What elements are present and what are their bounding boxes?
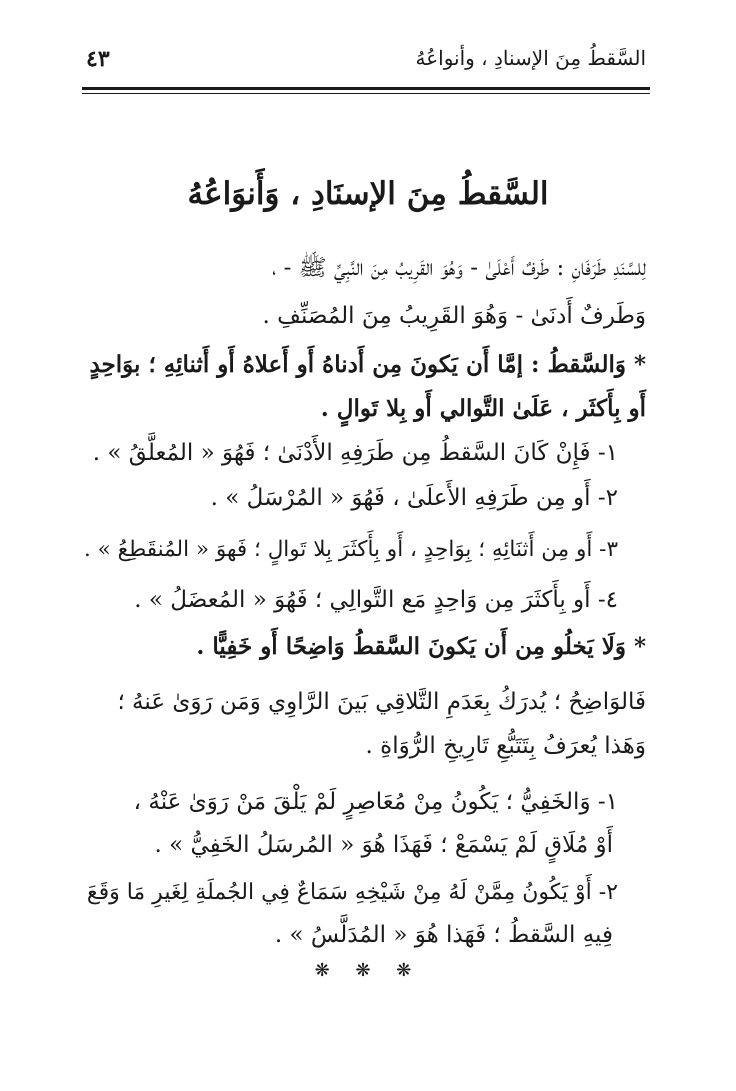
bullet-paragraph-line: * وَالسَّقطُ : إمَّا أَن يَكونَ مِن أَدناهُ أَو أَعلاهُ أَو أَثنائِهِ ؛ بوَاحِدٍ <box>89 351 646 378</box>
numbered-item: ١- فَإِنْ كَانَ السَّقطُ مِن طَرَفِهِ الأَدْنَىٰ ؛ فَهُوَ « المُعلَّقُ » . <box>92 440 618 466</box>
running-header-title: السَّقطُ مِنَ الإسنادِ ، وأنواعُهُ <box>415 46 646 70</box>
bullet-paragraph-line: * وَلَا يَخلُو مِن أَن يَكونَ السَّقطُ وَاضِحًا أَو خَفِيًّا . <box>196 633 646 660</box>
numbered-item-continuation: فِيهِ السَّقطُ ؛ فَهَذا هُوَ « المُدَلَّسُ » . <box>274 922 613 948</box>
paragraph-line: فَالوَاضِحُ ؛ يُدرَكُ بِعَدَمِ التَّلاقِي بَينَ الرَّاوِي وَمَن رَوَىٰ عَنهُ ؛ <box>117 689 646 715</box>
header-rule-thin <box>82 93 650 94</box>
page-number: ٤٣ <box>86 46 110 72</box>
bullet-paragraph-line: أَو بِأَكثَر ، عَلَىٰ التَّوالي أَو بِلا تَوالٍ . <box>320 395 646 422</box>
section-end-ornament: ❋ ❋ ❋ <box>314 960 422 981</box>
numbered-item-continuation: أَوْ مُلَاقٍ لَمْ يَسْمَعْ ؛ فَهَذَا هُوَ « المُرسَلُ الخَفِيُّ » . <box>154 832 613 858</box>
numbered-item: ٢- أَو مِن طَرَفِهِ الأَعلَىٰ ، فَهُوَ « المُرْسَلُ » . <box>210 485 618 511</box>
numbered-item: ٤- أَو بِأَكثَرَ مِن وَاحِدٍ مَع التَّوالِي ؛ فَهُوَ « المُعضَلُ » . <box>134 587 618 613</box>
paragraph-line: لِلسَّنَدِ طَرَفَانِ : طَرفٌ أَعْلَىٰ - وَهُوَ القَرِيبُ مِنَ النَّبِيِّ ﷺ - ، <box>271 255 646 281</box>
section-title: السَّقطُ مِنَ الإسنَادِ ، وَأَنوَاعُهُ <box>187 176 549 212</box>
numbered-item: ٢- أَوْ يَكُونُ مِمَّنْ لَهُ مِنْ شَيْخِهِ سَمَاعٌ فِي الجُملَةِ لِغَيرِ مَا وَقَعَ <box>86 880 618 905</box>
paragraph-line: وَطَرفٌ أَدنَىٰ - وَهُوَ القَرِيبُ مِنَ المُصَنِّفِ . <box>262 303 646 329</box>
header-rule-thick <box>82 87 650 90</box>
paragraph-line: وَهَذا يُعرَفُ بِتَتَبُّعِ تَارِيخِ الرُّوَاةِ . <box>365 733 646 759</box>
numbered-item: ١- وَالخَفِيُّ ؛ يَكُونُ مِنْ مُعَاصِرٍ لَمْ يَلْقَ مَنْ رَوَىٰ عَنْهُ ، <box>133 789 618 815</box>
numbered-item: ٣- أَو مِن أَثنَائِهِ ؛ بِوَاحِدٍ ، أَو بِأَكثَرَ بِلا تَوالٍ ؛ فَهوَ « المُنقَطِعُ » . <box>84 537 618 562</box>
